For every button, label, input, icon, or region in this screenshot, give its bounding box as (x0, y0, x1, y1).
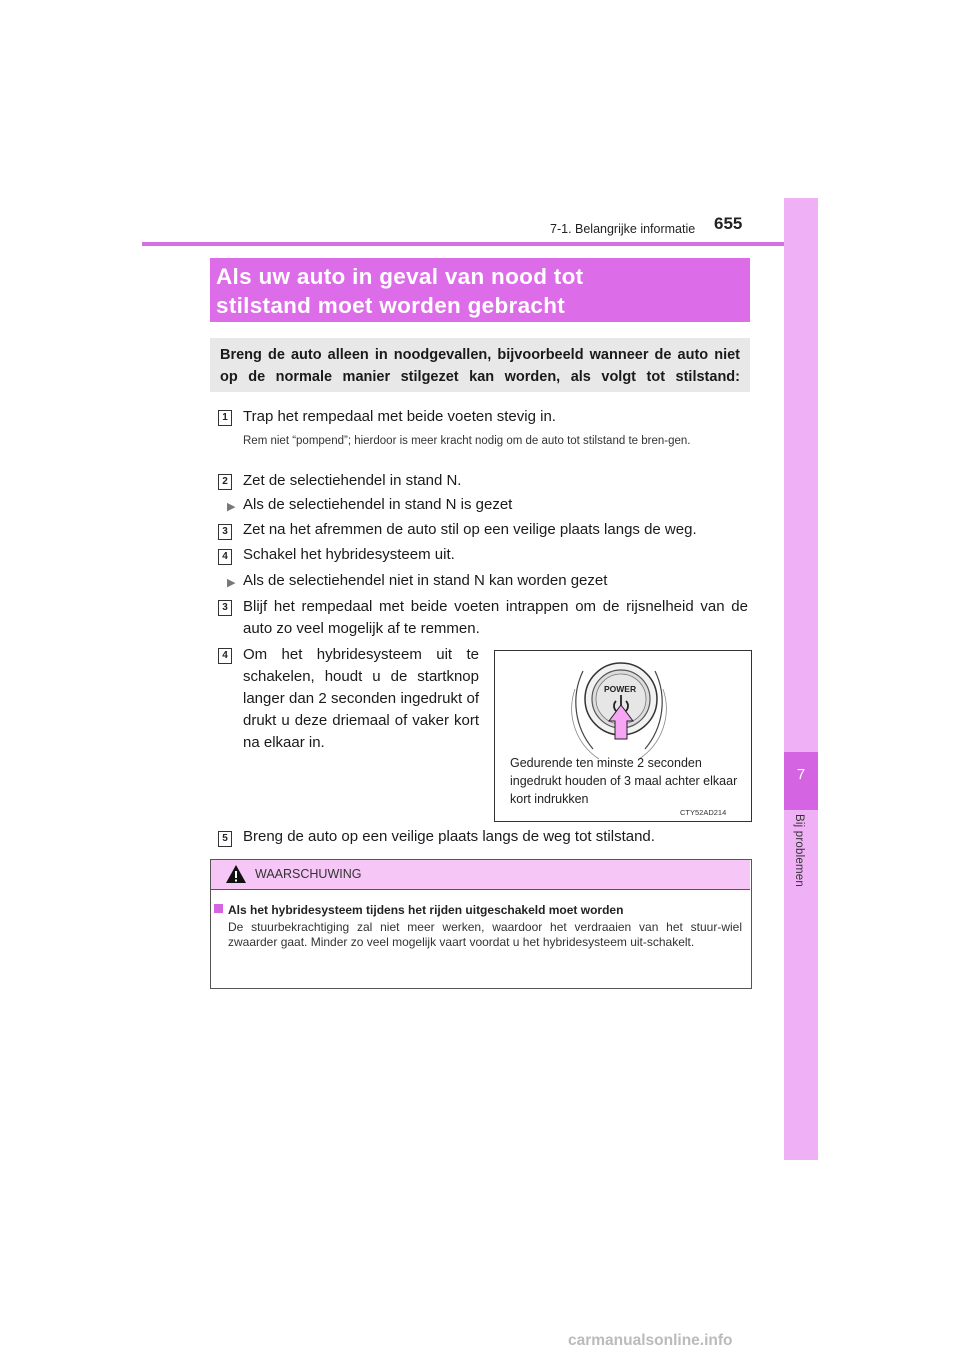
chapter-label: Bij problemen (793, 814, 805, 887)
warning-bullet-icon (214, 904, 223, 913)
step-badge-3a: 3 (218, 524, 232, 540)
warning-title: WAARSCHUWING (255, 867, 362, 881)
step-badge-4b: 4 (218, 648, 232, 664)
chapter-number: 7 (796, 766, 806, 783)
step-4b-text: Om het hybridesysteem uit te schakelen, houdt u de startknop langer dan 2 seconden ingedrukt of drukt u deze driemaal of vaker kort na elkaar in. (243, 646, 479, 751)
figure-caption: Gedurende ten minste 2 seconden ingedrukt houden of 3 maal achter elkaar kort indrukken (510, 756, 738, 806)
section-title: 7-1. Belangrijke informatie (550, 222, 696, 236)
step-4a-text: Schakel het hybridesysteem uit. (243, 546, 455, 563)
step-1-text: Trap het rempedaal met beide voeten stevig in. (243, 408, 556, 425)
condition-arrow-icon: ▶ (227, 501, 236, 513)
page-title-line-1: Als uw auto in geval van nood tot (216, 264, 584, 289)
page-title-line-2: stilstand moet worden gebracht (216, 293, 566, 318)
page-title (216, 262, 746, 320)
step-2-text: Zet de selectiehendel in stand N. (243, 472, 462, 489)
figure-code: CTY52AD214 (680, 808, 727, 817)
intro-text: Breng de auto alleen in noodgevallen, bijvoorbeeld wanneer de auto niet op de normale manier stilgezet kan worden, als volgt tot stilstand: (220, 347, 740, 385)
condition-arrow-icon: ▶ (227, 577, 236, 589)
step-5-text: Breng de auto op een veilige plaats langs de weg tot stilstand. (243, 828, 655, 845)
step-badge-1: 1 (218, 410, 232, 426)
warning-subtitle: Als het hybridesysteem tijdens het rijden uitgeschakeld moet worden (228, 903, 624, 917)
warning-text: De stuurbekrachtiging zal niet meer werken, waardoor het verdraaien van het stuur-wiel zwaarder gaat. Minder zo veel mogelijk vaart voordat u het hybridesysteem uit-schakelt. (228, 920, 742, 949)
step-1-note: Rem niet “pompend”; hierdoor is meer kracht nodig om de auto tot stilstand te bren-gen. (243, 435, 691, 447)
step-badge-4a: 4 (218, 549, 232, 565)
step-3b-text: Blijf het rempedaal met beide voeten intrappen om de rijsnelheid van de auto zo veel mogelijk af te remmen. (243, 598, 748, 637)
condition-b: Als de selectiehendel niet in stand N kan worden gezet (243, 572, 608, 589)
step-badge-5: 5 (218, 831, 232, 847)
step-badge-2: 2 (218, 474, 232, 490)
watermark: carmanualsonline.info (568, 1332, 733, 1349)
condition-a: Als de selectiehendel in stand N is gezet (243, 496, 513, 513)
power-button-label: POWER (604, 684, 637, 694)
page-number: 655 (714, 214, 743, 233)
warning-triangle-icon (225, 864, 247, 884)
chapter-side-strip (784, 198, 818, 1160)
step-badge-3b: 3 (218, 600, 232, 616)
step-3a-text: Zet na het afremmen de auto stil op een veilige plaats langs de weg. (243, 521, 697, 538)
header-rule (142, 242, 818, 246)
